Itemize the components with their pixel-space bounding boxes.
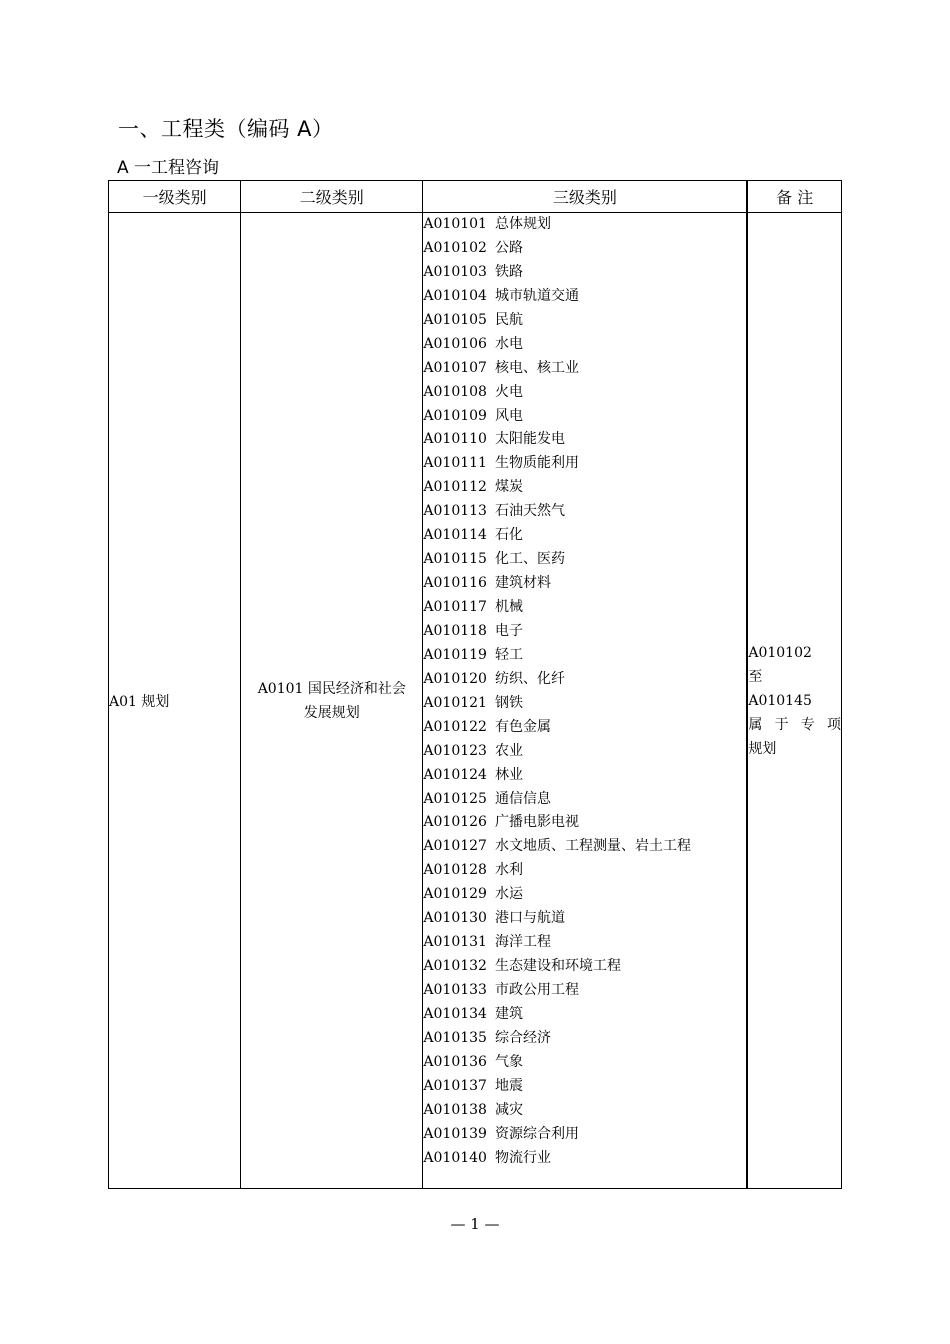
level1-category-cell: A01 规划 bbox=[109, 213, 241, 1189]
item-code: A010131 bbox=[423, 934, 487, 951]
item-name: 广播电影电视 bbox=[494, 814, 579, 831]
item-code: A010120 bbox=[423, 670, 487, 687]
list-item bbox=[423, 979, 746, 1003]
item-code: A010127 bbox=[423, 838, 487, 855]
table-header-row bbox=[109, 181, 842, 213]
item-name: 水运 bbox=[494, 886, 523, 903]
item-code: A010119 bbox=[423, 646, 487, 663]
list-item bbox=[423, 405, 746, 429]
item-code: A010133 bbox=[423, 982, 487, 998]
item-code: A010135 bbox=[423, 1029, 487, 1046]
item-code: A010105 bbox=[423, 311, 487, 328]
item-name: 化工、医药 bbox=[494, 551, 565, 568]
item-name: 电子 bbox=[494, 622, 523, 639]
item-code: A010123 bbox=[423, 742, 487, 759]
item-name: 民航 bbox=[494, 311, 523, 328]
list-item bbox=[423, 716, 746, 740]
item-name: 水文地质、工程测量、岩土工程 bbox=[494, 838, 691, 855]
list-item bbox=[423, 548, 746, 572]
item-name: 石油天然气 bbox=[494, 503, 565, 520]
page-number: — 1 — bbox=[450, 1215, 500, 1233]
item-name: 钢铁 bbox=[494, 694, 523, 711]
item-code: A010116 bbox=[423, 575, 487, 592]
subsection-heading: A 一工程咨询 bbox=[117, 158, 220, 178]
remark-line-2: 至 bbox=[748, 668, 763, 685]
list-item bbox=[423, 907, 746, 931]
item-code: A010109 bbox=[423, 407, 487, 424]
level2-code: A0101 bbox=[257, 680, 304, 697]
list-item bbox=[423, 596, 746, 620]
list-item bbox=[423, 740, 746, 764]
remark-char: 项 bbox=[827, 716, 841, 733]
header-level2: 二级类别 bbox=[241, 181, 423, 213]
list-item bbox=[423, 524, 746, 548]
list-item bbox=[423, 931, 746, 955]
item-code: A010101 bbox=[423, 216, 487, 232]
item-name: 机械 bbox=[494, 599, 523, 615]
section-heading: 一、工程类（编码 A） bbox=[118, 117, 334, 141]
remark-line-1: A010102 bbox=[748, 644, 812, 661]
remark-char: 属 bbox=[748, 716, 763, 733]
level2-name-line2: 发展规划 bbox=[303, 704, 360, 721]
item-code: A010126 bbox=[423, 814, 487, 831]
category-table bbox=[108, 180, 842, 1189]
item-code: A010115 bbox=[423, 551, 487, 568]
table-row bbox=[109, 213, 842, 1189]
item-name: 生态建设和环境工程 bbox=[494, 958, 621, 975]
item-name: 物流行业 bbox=[494, 1149, 551, 1166]
remark-line-3: A010145 bbox=[748, 692, 812, 709]
header-level3: 三级类别 bbox=[423, 181, 747, 213]
item-name: 建筑材料 bbox=[494, 575, 551, 592]
list-item bbox=[423, 668, 746, 692]
list-item bbox=[423, 692, 746, 716]
item-name: 太阳能发电 bbox=[494, 431, 565, 448]
item-name: 综合经济 bbox=[494, 1029, 551, 1046]
list-item bbox=[423, 476, 746, 500]
list-item bbox=[423, 213, 746, 237]
item-name: 总体规划 bbox=[494, 216, 551, 232]
item-code: A010140 bbox=[423, 1149, 487, 1166]
item-code: A010137 bbox=[423, 1077, 487, 1094]
item-code: A010110 bbox=[423, 431, 487, 448]
item-code: A010104 bbox=[423, 287, 487, 304]
list-item bbox=[423, 859, 746, 883]
item-name: 地震 bbox=[494, 1077, 523, 1094]
item-code: A010118 bbox=[423, 622, 487, 639]
item-name: 港口与航道 bbox=[494, 910, 565, 927]
list-item bbox=[423, 500, 746, 524]
list-item bbox=[423, 357, 746, 381]
item-name: 通信信息 bbox=[494, 790, 551, 807]
item-name: 水电 bbox=[494, 335, 523, 352]
list-item bbox=[423, 1075, 746, 1099]
item-code: A010124 bbox=[423, 766, 487, 783]
item-code: A010106 bbox=[423, 335, 487, 352]
item-name: 减灾 bbox=[494, 1101, 523, 1118]
list-item bbox=[423, 955, 746, 979]
item-code: A010122 bbox=[423, 718, 487, 735]
item-code: A010125 bbox=[423, 790, 487, 807]
item-code: A010128 bbox=[423, 862, 487, 879]
item-code: A010108 bbox=[423, 383, 487, 400]
item-name: 风电 bbox=[494, 407, 523, 424]
item-name: 气象 bbox=[494, 1053, 523, 1070]
item-code: A010136 bbox=[423, 1053, 487, 1070]
list-item bbox=[423, 452, 746, 476]
item-name: 城市轨道交通 bbox=[494, 287, 579, 304]
list-item bbox=[423, 764, 746, 788]
list-item bbox=[423, 835, 746, 859]
list-item bbox=[423, 237, 746, 261]
item-name: 海洋工程 bbox=[494, 934, 551, 951]
item-code: A010107 bbox=[423, 359, 487, 376]
item-code: A010117 bbox=[423, 599, 487, 615]
level2-category-cell bbox=[241, 213, 423, 1189]
list-item bbox=[423, 1147, 746, 1171]
item-name: 有色金属 bbox=[494, 718, 551, 735]
item-code: A010102 bbox=[423, 239, 487, 256]
level3-item-list bbox=[423, 213, 746, 1171]
item-name: 纺织、化纤 bbox=[494, 670, 565, 687]
item-name: 市政公用工程 bbox=[494, 982, 579, 998]
list-item bbox=[423, 644, 746, 668]
item-name: 核电、核工业 bbox=[494, 359, 579, 376]
header-level1: 一级类别 bbox=[109, 181, 241, 213]
list-item bbox=[423, 788, 746, 812]
item-name: 林业 bbox=[494, 766, 523, 783]
remark-cell bbox=[747, 213, 841, 1189]
item-code: A010134 bbox=[423, 1005, 487, 1022]
item-code: A010121 bbox=[423, 694, 487, 711]
item-name: 农业 bbox=[494, 742, 523, 759]
item-code: A010129 bbox=[423, 886, 487, 903]
list-item bbox=[423, 572, 746, 596]
remark-char: 于 bbox=[774, 716, 789, 733]
item-name: 火电 bbox=[494, 383, 523, 400]
list-item bbox=[423, 1099, 746, 1123]
list-item bbox=[423, 620, 746, 644]
remark-line-4 bbox=[748, 713, 841, 737]
item-code: A010130 bbox=[423, 910, 487, 927]
item-code: A010138 bbox=[423, 1101, 487, 1118]
item-name: 铁路 bbox=[494, 263, 523, 280]
remark-char: 专 bbox=[800, 716, 815, 733]
list-item bbox=[423, 1123, 746, 1147]
level3-category-cell bbox=[423, 213, 747, 1189]
item-name: 轻工 bbox=[494, 646, 523, 663]
list-item bbox=[423, 428, 746, 452]
item-name: 水利 bbox=[494, 862, 523, 879]
list-item bbox=[423, 811, 746, 835]
remark-line-5: 规划 bbox=[748, 740, 777, 757]
list-item bbox=[423, 333, 746, 357]
list-item bbox=[423, 883, 746, 907]
item-code: A010139 bbox=[423, 1125, 487, 1142]
list-item bbox=[423, 1003, 746, 1027]
item-code: A010132 bbox=[423, 958, 487, 975]
list-item bbox=[423, 285, 746, 309]
item-code: A010112 bbox=[423, 479, 487, 496]
item-name: 公路 bbox=[494, 239, 523, 256]
item-name: 石化 bbox=[494, 527, 523, 544]
list-item bbox=[423, 261, 746, 285]
item-code: A010111 bbox=[423, 455, 487, 472]
header-remark: 备 注 bbox=[747, 181, 841, 213]
list-item bbox=[423, 309, 746, 333]
item-code: A010113 bbox=[423, 503, 487, 520]
item-name: 资源综合利用 bbox=[494, 1125, 579, 1142]
list-item bbox=[423, 1051, 746, 1075]
list-item bbox=[423, 1027, 746, 1051]
item-name: 生物质能利用 bbox=[494, 455, 579, 472]
list-item bbox=[423, 381, 746, 405]
item-name: 煤炭 bbox=[494, 479, 523, 496]
level2-name-line1: 国民经济和社会 bbox=[307, 680, 406, 697]
item-code: A010114 bbox=[423, 527, 487, 544]
item-code: A010103 bbox=[423, 263, 487, 280]
item-name: 建筑 bbox=[494, 1005, 523, 1022]
